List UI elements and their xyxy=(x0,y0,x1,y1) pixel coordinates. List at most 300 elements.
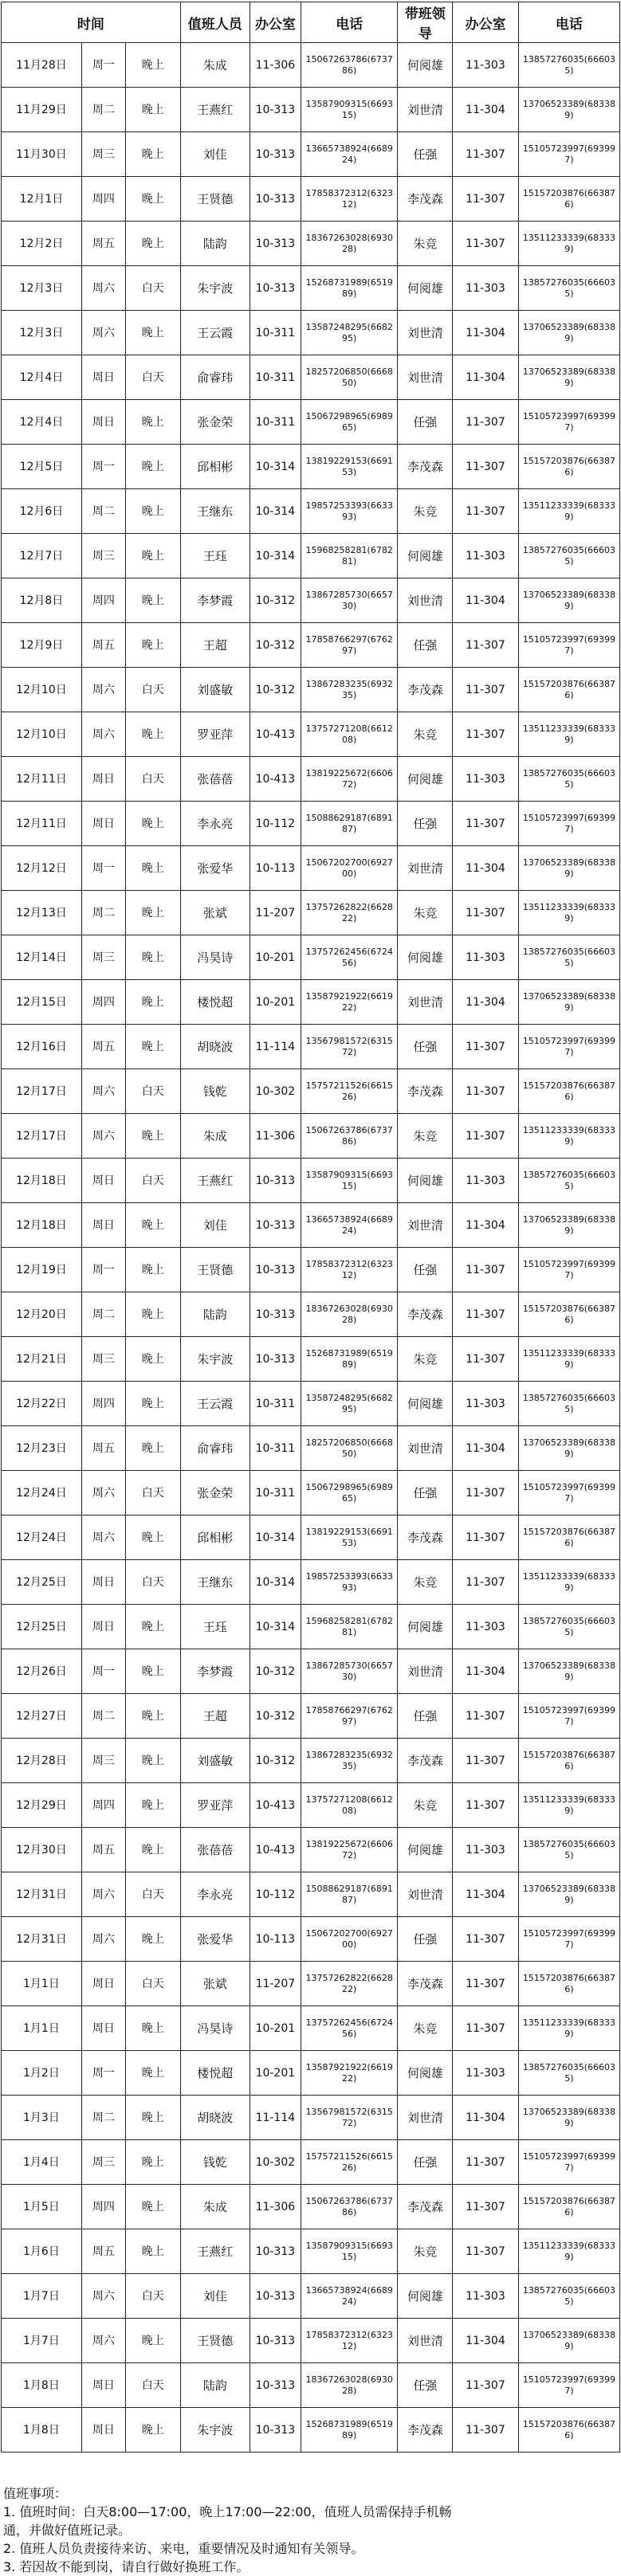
date-cell: 12月3日 xyxy=(2,311,82,355)
leader-phone-cell: 13857276035(666035) xyxy=(518,2051,619,2096)
date-cell: 12月11日 xyxy=(2,757,82,802)
table-row xyxy=(2,1025,620,1069)
phone-cell: 13665738924(668924) xyxy=(301,132,397,177)
table-row xyxy=(2,1426,620,1471)
shift-cell: 晚上 xyxy=(125,222,180,266)
staff-cell: 罗亚萍 xyxy=(180,1783,250,1828)
leader-phone-cell: 15157203876(663876) xyxy=(518,1069,619,1114)
phone-cell: 15268731989(651989) xyxy=(301,2408,397,2452)
leader-phone-cell: 15105723997(693997) xyxy=(518,1248,619,1292)
office-cell: 10-413 xyxy=(250,712,301,757)
leader-phone-cell: 13511233339(683339) xyxy=(518,891,619,935)
office-cell: 10-311 xyxy=(250,311,301,355)
leader-cell: 刘世清 xyxy=(398,846,453,891)
leader-phone-cell: 13706523389(683389) xyxy=(518,1426,619,1471)
phone-cell: 15968258281(678281) xyxy=(301,1605,397,1649)
leader-office-cell: 11-304 xyxy=(453,846,519,891)
staff-cell: 冯昊诗 xyxy=(180,2006,250,2051)
shift-cell: 晚上 xyxy=(125,132,180,177)
phone-cell: 15268731989(651989) xyxy=(301,1337,397,1382)
leader-cell: 何阅雄 xyxy=(398,757,453,802)
leader-cell: 朱竞 xyxy=(398,1114,453,1159)
leader-cell: 刘世清 xyxy=(398,1426,453,1471)
shift-cell: 晚上 xyxy=(125,1649,180,1694)
phone-cell: 13587909315(669315) xyxy=(301,1159,397,1203)
leader-phone-cell: 15105723997(693997) xyxy=(518,1471,619,1515)
leader-cell: 朱竞 xyxy=(398,891,453,935)
shift-cell: 晚上 xyxy=(125,2096,180,2140)
table-row xyxy=(2,1560,620,1605)
phone-cell: 19857253393(663393) xyxy=(301,489,397,534)
weekday-cell: 周六 xyxy=(81,1114,125,1159)
leader-cell: 刘世清 xyxy=(398,1649,453,1694)
leader-office-cell: 11-304 xyxy=(453,311,519,355)
staff-cell: 王珏 xyxy=(180,534,250,578)
staff-cell: 李梦霞 xyxy=(180,578,250,623)
staff-cell: 李永亮 xyxy=(180,802,250,846)
leader-phone-cell: 15105723997(693997) xyxy=(518,400,619,445)
leader-office-cell: 11-307 xyxy=(453,1962,519,2006)
leader-office-cell: 11-307 xyxy=(453,2229,519,2274)
office-cell: 11-207 xyxy=(250,891,301,935)
shift-cell: 晚上 xyxy=(125,88,180,132)
phone-cell: 13867285730(665730) xyxy=(301,578,397,623)
table-row xyxy=(2,1515,620,1560)
weekday-cell: 周三 xyxy=(81,132,125,177)
leader-phone-cell: 15157203876(663876) xyxy=(518,177,619,222)
date-cell: 12月7日 xyxy=(2,534,82,578)
weekday-cell: 周二 xyxy=(81,1694,125,1739)
date-cell: 12月1日 xyxy=(2,177,82,222)
weekday-cell: 周五 xyxy=(81,2229,125,2274)
office-cell: 10-312 xyxy=(250,1649,301,1694)
office-cell: 10-112 xyxy=(250,802,301,846)
office-cell: 10-313 xyxy=(250,2274,301,2319)
staff-cell: 朱宇波 xyxy=(180,1337,250,1382)
table-row xyxy=(2,1114,620,1159)
table-row xyxy=(2,489,620,534)
leader-phone-cell: 13511233339(683339) xyxy=(518,1783,619,1828)
shift-cell: 晚上 xyxy=(125,534,180,578)
weekday-cell: 周三 xyxy=(81,534,125,578)
shift-cell: 晚上 xyxy=(125,2006,180,2051)
table-row xyxy=(2,623,620,668)
shift-cell: 晚上 xyxy=(125,1292,180,1337)
leader-office-cell: 11-307 xyxy=(453,2408,519,2452)
table-row xyxy=(2,2140,620,2185)
leader-office-cell: 11-307 xyxy=(453,2185,519,2229)
weekday-cell: 周六 xyxy=(81,1872,125,1917)
shift-cell: 白天 xyxy=(125,1471,180,1515)
weekday-cell: 周二 xyxy=(81,489,125,534)
leader-phone-cell: 13706523389(683389) xyxy=(518,355,619,400)
staff-cell: 王贤德 xyxy=(180,1248,250,1292)
leader-phone-cell: 13857276035(666035) xyxy=(518,266,619,311)
leader-office-cell: 11-303 xyxy=(453,1828,519,1872)
office-cell: 10-201 xyxy=(250,935,301,980)
table-row xyxy=(2,1337,620,1382)
leader-phone-cell: 13706523389(683389) xyxy=(518,1203,619,1248)
phone-cell: 13587921922(661922) xyxy=(301,2051,397,2096)
leader-cell: 朱竞 xyxy=(398,2229,453,2274)
office-cell: 10-413 xyxy=(250,1783,301,1828)
header-leader: 带班领导 xyxy=(398,2,453,43)
leader-office-cell: 11-307 xyxy=(453,1069,519,1114)
date-cell: 12月6日 xyxy=(2,489,82,534)
date-cell: 1月6日 xyxy=(2,2229,82,2274)
table-row xyxy=(2,1649,620,1694)
phone-cell: 15067263786(673786) xyxy=(301,43,397,88)
leader-phone-cell: 15105723997(693997) xyxy=(518,1917,619,1962)
phone-cell: 17858372312(632312) xyxy=(301,2319,397,2363)
note-line: 2. 值班人员负责接待来访、来电，重要情况及时通知有关领导。 xyxy=(3,2541,364,2556)
shift-cell: 白天 xyxy=(125,1560,180,1605)
phone-cell: 15088629187(689187) xyxy=(301,1872,397,1917)
weekday-cell: 周一 xyxy=(81,445,125,489)
shift-cell: 晚上 xyxy=(125,2229,180,2274)
leader-office-cell: 11-307 xyxy=(453,1917,519,1962)
office-cell: 10-313 xyxy=(250,1292,301,1337)
office-cell: 10-313 xyxy=(250,2229,301,2274)
office-cell: 10-413 xyxy=(250,757,301,802)
shift-cell: 白天 xyxy=(125,1872,180,1917)
leader-cell: 朱竞 xyxy=(398,2006,453,2051)
staff-cell: 邱相彬 xyxy=(180,1515,250,1560)
leader-phone-cell: 15157203876(663876) xyxy=(518,1292,619,1337)
table-row xyxy=(2,534,620,578)
office-cell: 10-312 xyxy=(250,668,301,712)
leader-office-cell: 11-307 xyxy=(453,1337,519,1382)
leader-phone-cell: 13706523389(683389) xyxy=(518,980,619,1025)
date-cell: 12月30日 xyxy=(2,1828,82,1872)
staff-cell: 王燕红 xyxy=(180,88,250,132)
date-cell: 12月3日 xyxy=(2,266,82,311)
leader-phone-cell: 15157203876(663876) xyxy=(518,2408,619,2452)
date-cell: 12月18日 xyxy=(2,1159,82,1203)
header-phone: 电话 xyxy=(301,2,397,43)
leader-office-cell: 11-304 xyxy=(453,1649,519,1694)
leader-phone-cell: 15157203876(663876) xyxy=(518,1515,619,1560)
staff-cell: 陆韵 xyxy=(180,2363,250,2408)
table-row xyxy=(2,2096,620,2140)
staff-cell: 冯昊诗 xyxy=(180,935,250,980)
shift-cell: 晚上 xyxy=(125,1114,180,1159)
staff-cell: 王贤德 xyxy=(180,2319,250,2363)
staff-cell: 陆韵 xyxy=(180,222,250,266)
date-cell: 12月2日 xyxy=(2,222,82,266)
office-cell: 10-313 xyxy=(250,177,301,222)
leader-cell: 任强 xyxy=(398,1917,453,1962)
phone-cell: 13587909315(669315) xyxy=(301,88,397,132)
office-cell: 10-313 xyxy=(250,2408,301,2452)
phone-cell: 15067202700(692700) xyxy=(301,846,397,891)
weekday-cell: 周四 xyxy=(81,2185,125,2229)
leader-office-cell: 11-307 xyxy=(453,222,519,266)
shift-cell: 白天 xyxy=(125,2363,180,2408)
leader-cell: 任强 xyxy=(398,802,453,846)
leader-phone-cell: 13706523389(683389) xyxy=(518,88,619,132)
office-cell: 11-306 xyxy=(250,2185,301,2229)
date-cell: 12月31日 xyxy=(2,1917,82,1962)
date-cell: 12月25日 xyxy=(2,1560,82,1605)
staff-cell: 张斌 xyxy=(180,891,250,935)
weekday-cell: 周日 xyxy=(81,1203,125,1248)
date-cell: 12月13日 xyxy=(2,891,82,935)
date-cell: 12月10日 xyxy=(2,712,82,757)
leader-cell: 李茂森 xyxy=(398,668,453,712)
shift-cell: 晚上 xyxy=(125,1739,180,1783)
leader-office-cell: 11-307 xyxy=(453,1739,519,1783)
office-cell: 10-314 xyxy=(250,445,301,489)
office-cell: 11-207 xyxy=(250,1962,301,2006)
table-row xyxy=(2,1159,620,1203)
leader-cell: 何阅雄 xyxy=(398,1382,453,1426)
staff-cell: 俞睿玮 xyxy=(180,1426,250,1471)
date-cell: 1月2日 xyxy=(2,2051,82,2096)
leader-cell: 李茂森 xyxy=(398,1292,453,1337)
leader-cell: 任强 xyxy=(398,132,453,177)
date-cell: 12月29日 xyxy=(2,1783,82,1828)
phone-cell: 13757271208(661208) xyxy=(301,1783,397,1828)
leader-cell: 刘世清 xyxy=(398,980,453,1025)
leader-office-cell: 11-303 xyxy=(453,2051,519,2096)
staff-cell: 朱成 xyxy=(180,1114,250,1159)
leader-office-cell: 11-303 xyxy=(453,2274,519,2319)
phone-cell: 15067298965(698965) xyxy=(301,1471,397,1515)
staff-cell: 楼悦超 xyxy=(180,980,250,1025)
table-row xyxy=(2,668,620,712)
leader-cell: 任强 xyxy=(398,2363,453,2408)
leader-cell: 何阅雄 xyxy=(398,1605,453,1649)
phone-cell: 13587909315(669315) xyxy=(301,2229,397,2274)
notes-title: 值班事项： xyxy=(3,2486,68,2501)
note-line: 3. 若因故不能到岗，请自行做好换班工作。 xyxy=(3,2559,250,2574)
phone-cell: 13665738924(668924) xyxy=(301,1203,397,1248)
phone-cell: 15268731989(651989) xyxy=(301,266,397,311)
date-cell: 12月5日 xyxy=(2,445,82,489)
shift-cell: 晚上 xyxy=(125,1337,180,1382)
shift-cell: 晚上 xyxy=(125,623,180,668)
office-cell: 10-314 xyxy=(250,534,301,578)
weekday-cell: 周二 xyxy=(81,891,125,935)
leader-office-cell: 11-304 xyxy=(453,980,519,1025)
shift-cell: 白天 xyxy=(125,2274,180,2319)
shift-cell: 晚上 xyxy=(125,489,180,534)
staff-cell: 李梦霞 xyxy=(180,1649,250,1694)
date-cell: 12月19日 xyxy=(2,1248,82,1292)
date-cell: 12月22日 xyxy=(2,1382,82,1426)
staff-cell: 朱成 xyxy=(180,2185,250,2229)
table-row xyxy=(2,1917,620,1962)
leader-cell: 任强 xyxy=(398,1694,453,1739)
date-cell: 12月23日 xyxy=(2,1426,82,1471)
weekday-cell: 周日 xyxy=(81,802,125,846)
date-cell: 11月29日 xyxy=(2,88,82,132)
leader-office-cell: 11-303 xyxy=(453,935,519,980)
date-cell: 12月4日 xyxy=(2,400,82,445)
staff-cell: 王燕红 xyxy=(180,1159,250,1203)
leader-cell: 何阅雄 xyxy=(398,534,453,578)
date-cell: 12月16日 xyxy=(2,1025,82,1069)
office-cell: 10-201 xyxy=(250,2006,301,2051)
leader-office-cell: 11-307 xyxy=(453,132,519,177)
leader-phone-cell: 13511233339(683339) xyxy=(518,1114,619,1159)
office-cell: 10-314 xyxy=(250,1515,301,1560)
leader-cell: 任强 xyxy=(398,1248,453,1292)
phone-cell: 13757262822(662822) xyxy=(301,1962,397,2006)
header-time: 时间 xyxy=(2,2,181,43)
office-cell: 10-201 xyxy=(250,980,301,1025)
leader-cell: 刘世清 xyxy=(398,2096,453,2140)
weekday-cell: 周六 xyxy=(81,668,125,712)
office-cell: 10-312 xyxy=(250,1739,301,1783)
leader-phone-cell: 13857276035(666035) xyxy=(518,43,619,88)
table-row xyxy=(2,222,620,266)
phone-cell: 13567981572(631572) xyxy=(301,1025,397,1069)
leader-cell: 刘世清 xyxy=(398,88,453,132)
shift-cell: 晚上 xyxy=(125,2140,180,2185)
table-row xyxy=(2,1739,620,1783)
shift-cell: 白天 xyxy=(125,757,180,802)
date-cell: 12月27日 xyxy=(2,1694,82,1739)
phone-cell: 13587248295(668295) xyxy=(301,311,397,355)
staff-cell: 王超 xyxy=(180,1694,250,1739)
leader-phone-cell: 13511233339(683339) xyxy=(518,2229,619,2274)
leader-office-cell: 11-307 xyxy=(453,1515,519,1560)
phone-cell: 13819225672(660672) xyxy=(301,757,397,802)
staff-cell: 张爱华 xyxy=(180,846,250,891)
shift-cell: 晚上 xyxy=(125,2408,180,2452)
shift-cell: 白天 xyxy=(125,1962,180,2006)
table-row xyxy=(2,578,620,623)
date-cell: 1月1日 xyxy=(2,2006,82,2051)
leader-cell: 刘世清 xyxy=(398,1203,453,1248)
leader-phone-cell: 15157203876(663876) xyxy=(518,1739,619,1783)
table-row xyxy=(2,2006,620,2051)
table-row xyxy=(2,2229,620,2274)
leader-cell: 任强 xyxy=(398,1471,453,1515)
leader-office-cell: 11-307 xyxy=(453,1560,519,1605)
office-cell: 10-112 xyxy=(250,1872,301,1917)
table-row xyxy=(2,355,620,400)
header-leader-office: 办公室 xyxy=(453,2,519,43)
leader-cell: 刘世清 xyxy=(398,355,453,400)
staff-cell: 张金荣 xyxy=(180,1471,250,1515)
phone-cell: 15067202700(692700) xyxy=(301,1917,397,1962)
shift-cell: 晚上 xyxy=(125,177,180,222)
weekday-cell: 周四 xyxy=(81,1783,125,1828)
staff-cell: 张金荣 xyxy=(180,400,250,445)
phone-cell: 13867283235(693235) xyxy=(301,668,397,712)
weekday-cell: 周六 xyxy=(81,1917,125,1962)
office-cell: 10-313 xyxy=(250,88,301,132)
leader-cell: 任强 xyxy=(398,623,453,668)
table-row xyxy=(2,1605,620,1649)
staff-cell: 王云霞 xyxy=(180,1382,250,1426)
weekday-cell: 周五 xyxy=(81,1025,125,1069)
leader-office-cell: 11-303 xyxy=(453,43,519,88)
shift-cell: 晚上 xyxy=(125,2319,180,2363)
table-row xyxy=(2,311,620,355)
office-cell: 10-302 xyxy=(250,1069,301,1114)
leader-office-cell: 11-307 xyxy=(453,1694,519,1739)
shift-cell: 白天 xyxy=(125,1069,180,1114)
phone-cell: 13587921922(661922) xyxy=(301,980,397,1025)
office-cell: 10-313 xyxy=(250,132,301,177)
office-cell: 10-311 xyxy=(250,1471,301,1515)
staff-cell: 王珏 xyxy=(180,1605,250,1649)
date-cell: 11月30日 xyxy=(2,132,82,177)
table-header-row xyxy=(2,2,620,43)
leader-phone-cell: 15105723997(693997) xyxy=(518,132,619,177)
weekday-cell: 周一 xyxy=(81,1649,125,1694)
table-row xyxy=(2,445,620,489)
weekday-cell: 周六 xyxy=(81,1069,125,1114)
leader-phone-cell: 13857276035(666035) xyxy=(518,757,619,802)
leader-office-cell: 11-304 xyxy=(453,88,519,132)
date-cell: 12月15日 xyxy=(2,980,82,1025)
weekday-cell: 周日 xyxy=(81,400,125,445)
office-cell: 10-314 xyxy=(250,489,301,534)
table-row xyxy=(2,2408,620,2452)
shift-cell: 晚上 xyxy=(125,400,180,445)
shift-cell: 晚上 xyxy=(125,1382,180,1426)
weekday-cell: 周六 xyxy=(81,2274,125,2319)
leader-cell: 任强 xyxy=(398,2140,453,2185)
shift-cell: 白天 xyxy=(125,266,180,311)
roster-body xyxy=(2,43,620,2452)
shift-cell: 晚上 xyxy=(125,980,180,1025)
phone-cell: 13757262456(672456) xyxy=(301,935,397,980)
leader-cell: 李茂森 xyxy=(398,445,453,489)
date-cell: 12月14日 xyxy=(2,935,82,980)
weekday-cell: 周日 xyxy=(81,1962,125,2006)
leader-phone-cell: 15105723997(693997) xyxy=(518,1025,619,1069)
date-cell: 1月4日 xyxy=(2,2140,82,2185)
leader-phone-cell: 15105723997(693997) xyxy=(518,1694,619,1739)
weekday-cell: 周五 xyxy=(81,623,125,668)
table-row xyxy=(2,802,620,846)
staff-cell: 张斌 xyxy=(180,1962,250,2006)
staff-cell: 钱乾 xyxy=(180,2140,250,2185)
leader-phone-cell: 13706523389(683389) xyxy=(518,311,619,355)
weekday-cell: 周日 xyxy=(81,2363,125,2408)
leader-phone-cell: 13706523389(683389) xyxy=(518,2096,619,2140)
leader-phone-cell: 13706523389(683389) xyxy=(518,578,619,623)
shift-cell: 晚上 xyxy=(125,1828,180,1872)
date-cell: 12月11日 xyxy=(2,802,82,846)
leader-office-cell: 11-304 xyxy=(453,1426,519,1471)
table-row xyxy=(2,88,620,132)
shift-cell: 晚上 xyxy=(125,2051,180,2096)
leader-phone-cell: 13857276035(666035) xyxy=(518,1605,619,1649)
office-cell: 10-312 xyxy=(250,1694,301,1739)
date-cell: 1月1日 xyxy=(2,1962,82,2006)
leader-office-cell: 11-307 xyxy=(453,177,519,222)
leader-office-cell: 11-303 xyxy=(453,534,519,578)
leader-office-cell: 11-307 xyxy=(453,712,519,757)
leader-cell: 何阅雄 xyxy=(398,1828,453,1872)
staff-cell: 罗亚萍 xyxy=(180,712,250,757)
staff-cell: 刘盛敏 xyxy=(180,668,250,712)
phone-cell: 13867285730(665730) xyxy=(301,1649,397,1694)
staff-cell: 朱宇波 xyxy=(180,2408,250,2452)
leader-phone-cell: 13706523389(683389) xyxy=(518,1649,619,1694)
phone-cell: 13819229153(669153) xyxy=(301,1515,397,1560)
table-row xyxy=(2,2185,620,2229)
leader-cell: 刘世清 xyxy=(398,311,453,355)
note-line: 1. 值班时间：白天8:00—17:00，晚上17:00—22:00，值班人员需保持手机畅 xyxy=(3,2504,452,2519)
